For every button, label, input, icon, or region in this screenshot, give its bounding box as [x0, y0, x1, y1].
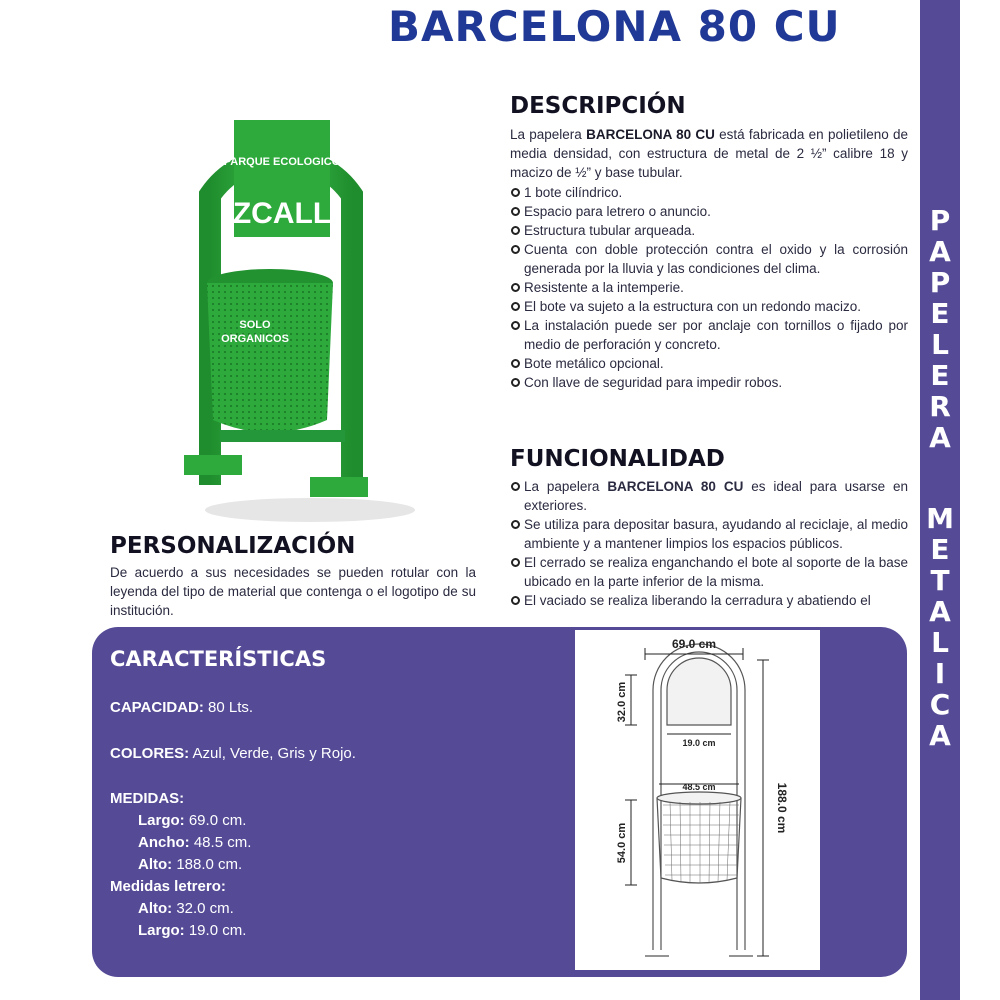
- list-item: El vaciado se realiza liberando la cerradura y abatiendo el: [510, 591, 908, 610]
- sign-main-text: IZCALLI: [224, 197, 340, 230]
- colores-value: Azul, Verde, Gris y Rojo.: [189, 745, 356, 762]
- list-item: 1 bote cilíndrico.: [510, 183, 908, 202]
- side-letter: A: [929, 421, 951, 454]
- dim-sign-height: 32.0 cm: [616, 681, 628, 723]
- side-letter: L: [931, 328, 949, 361]
- bin-label-1: SOLO: [239, 319, 271, 331]
- side-letter: P: [929, 204, 951, 237]
- dim-sign-width: 19.0 cm: [682, 738, 716, 748]
- medidas-label: MEDIDAS:: [110, 790, 185, 807]
- list-item: La instalación puede ser por anclaje con tornillos o fijado por medio de perforación y concreto.: [510, 316, 908, 354]
- list-item: El bote va sujeto a la estructura con un redondo macizo.: [510, 297, 908, 316]
- ancho-label: Ancho:: [138, 834, 190, 851]
- side-letter: A: [929, 719, 951, 752]
- descripcion-intro: [510, 125, 908, 182]
- side-letter: E: [930, 297, 950, 330]
- bin-label-2: ORGANICOS: [221, 333, 289, 345]
- func-text: La papelera: [524, 479, 608, 494]
- list-item: Se utiliza para depositar basura, ayudando al reciclaje, al medio ambiente y a mantener limpios los espacios públicos.: [510, 515, 908, 553]
- side-letter: C: [929, 688, 951, 721]
- dim-bin-height: 54.0 cm: [616, 822, 628, 864]
- list-item: Estructura tubular arqueada.: [510, 221, 908, 240]
- letrero-label: Medidas letrero:: [110, 878, 226, 895]
- caracteristicas-heading: CARACTERÍSTICAS: [110, 647, 327, 671]
- letrero-largo-value: 19.0 cm.: [184, 922, 247, 939]
- list-item: Resistente a la intemperie.: [510, 278, 908, 297]
- colores-row: [110, 743, 356, 765]
- product-image: [180, 85, 420, 525]
- side-letter: M: [926, 502, 954, 535]
- capacidad-row: [110, 697, 253, 719]
- funcionalidad-list: [510, 477, 908, 610]
- intro-text: La papelera: [510, 127, 587, 142]
- dim-width-top: 69.0 cm: [671, 637, 717, 651]
- func-text-2: es ideal para usarse en exteriores.: [524, 479, 909, 513]
- alto-label: Alto:: [138, 856, 173, 873]
- capacidad-value: 80 Lts.: [203, 699, 254, 716]
- ancho-value: 48.5 cm.: [189, 834, 252, 851]
- largo-label: Largo:: [138, 812, 185, 829]
- colores-label: COLORES:: [110, 745, 190, 762]
- list-item: Espacio para letrero o anuncio.: [510, 202, 908, 221]
- func-product-name: BARCELONA 80 CU: [607, 479, 744, 494]
- letrero-largo-label: Largo:: [138, 922, 185, 939]
- side-vertical-label: [920, 205, 960, 751]
- side-letter: A: [929, 235, 951, 268]
- side-letter: T: [930, 564, 950, 597]
- sign-arch-text: PARQUE ECOLOGICO: [223, 156, 341, 168]
- alto-value: 188.0 cm.: [172, 856, 243, 873]
- side-letter: E: [930, 533, 950, 566]
- letrero-alto-label: Alto:: [138, 900, 173, 917]
- list-item: Cuenta con doble protección contra el oxido y la corrosión generada por la lluvia y las condiciones del clima.: [510, 240, 908, 278]
- side-letter: P: [929, 266, 951, 299]
- side-letter: [920, 453, 960, 503]
- intro-product-name: BARCELONA 80 CU: [586, 127, 715, 142]
- intro-text-2: está fabricada en polietileno de media densidad, con estructura de metal de 2 ½” calibre 18 y macizo de ½” y base tubular.: [510, 127, 909, 180]
- funcionalidad-heading: FUNCIONALIDAD: [510, 446, 725, 472]
- list-item: Bote metálico opcional.: [510, 354, 908, 373]
- dimension-diagram: [575, 630, 820, 970]
- page-title: BARCELONA 80 CU: [388, 2, 841, 51]
- capacidad-label: CAPACIDAD:: [110, 699, 204, 716]
- personalizacion-text: De acuerdo a sus necesidades se pueden rotular con la leyenda del tipo de material que contenga o el logotipo de su institución.: [110, 565, 476, 618]
- side-letter: L: [931, 626, 949, 659]
- list-item: El cerrado se realiza enganchando el bote al soporte de la base ubicado en la parte inferior de la misma.: [510, 553, 908, 591]
- side-letter: R: [929, 390, 951, 423]
- list-item: Con llave de seguridad para impedir robos.: [510, 373, 908, 392]
- dim-bin-width: 48.5 cm: [682, 782, 716, 792]
- side-letter: I: [934, 657, 946, 690]
- largo-value: 69.0 cm.: [184, 812, 247, 829]
- dim-total-height: 188.0 cm: [775, 782, 789, 834]
- medidas-block: [110, 788, 251, 942]
- side-letter: E: [930, 359, 950, 392]
- descripcion-heading: DESCRIPCIÓN: [510, 93, 686, 119]
- letrero-alto-value: 32.0 cm.: [172, 900, 234, 917]
- descripcion-list: [510, 183, 908, 392]
- personalizacion-heading: PERSONALIZACIÓN: [110, 533, 356, 559]
- side-letter: A: [929, 595, 951, 628]
- list-item: [510, 477, 908, 515]
